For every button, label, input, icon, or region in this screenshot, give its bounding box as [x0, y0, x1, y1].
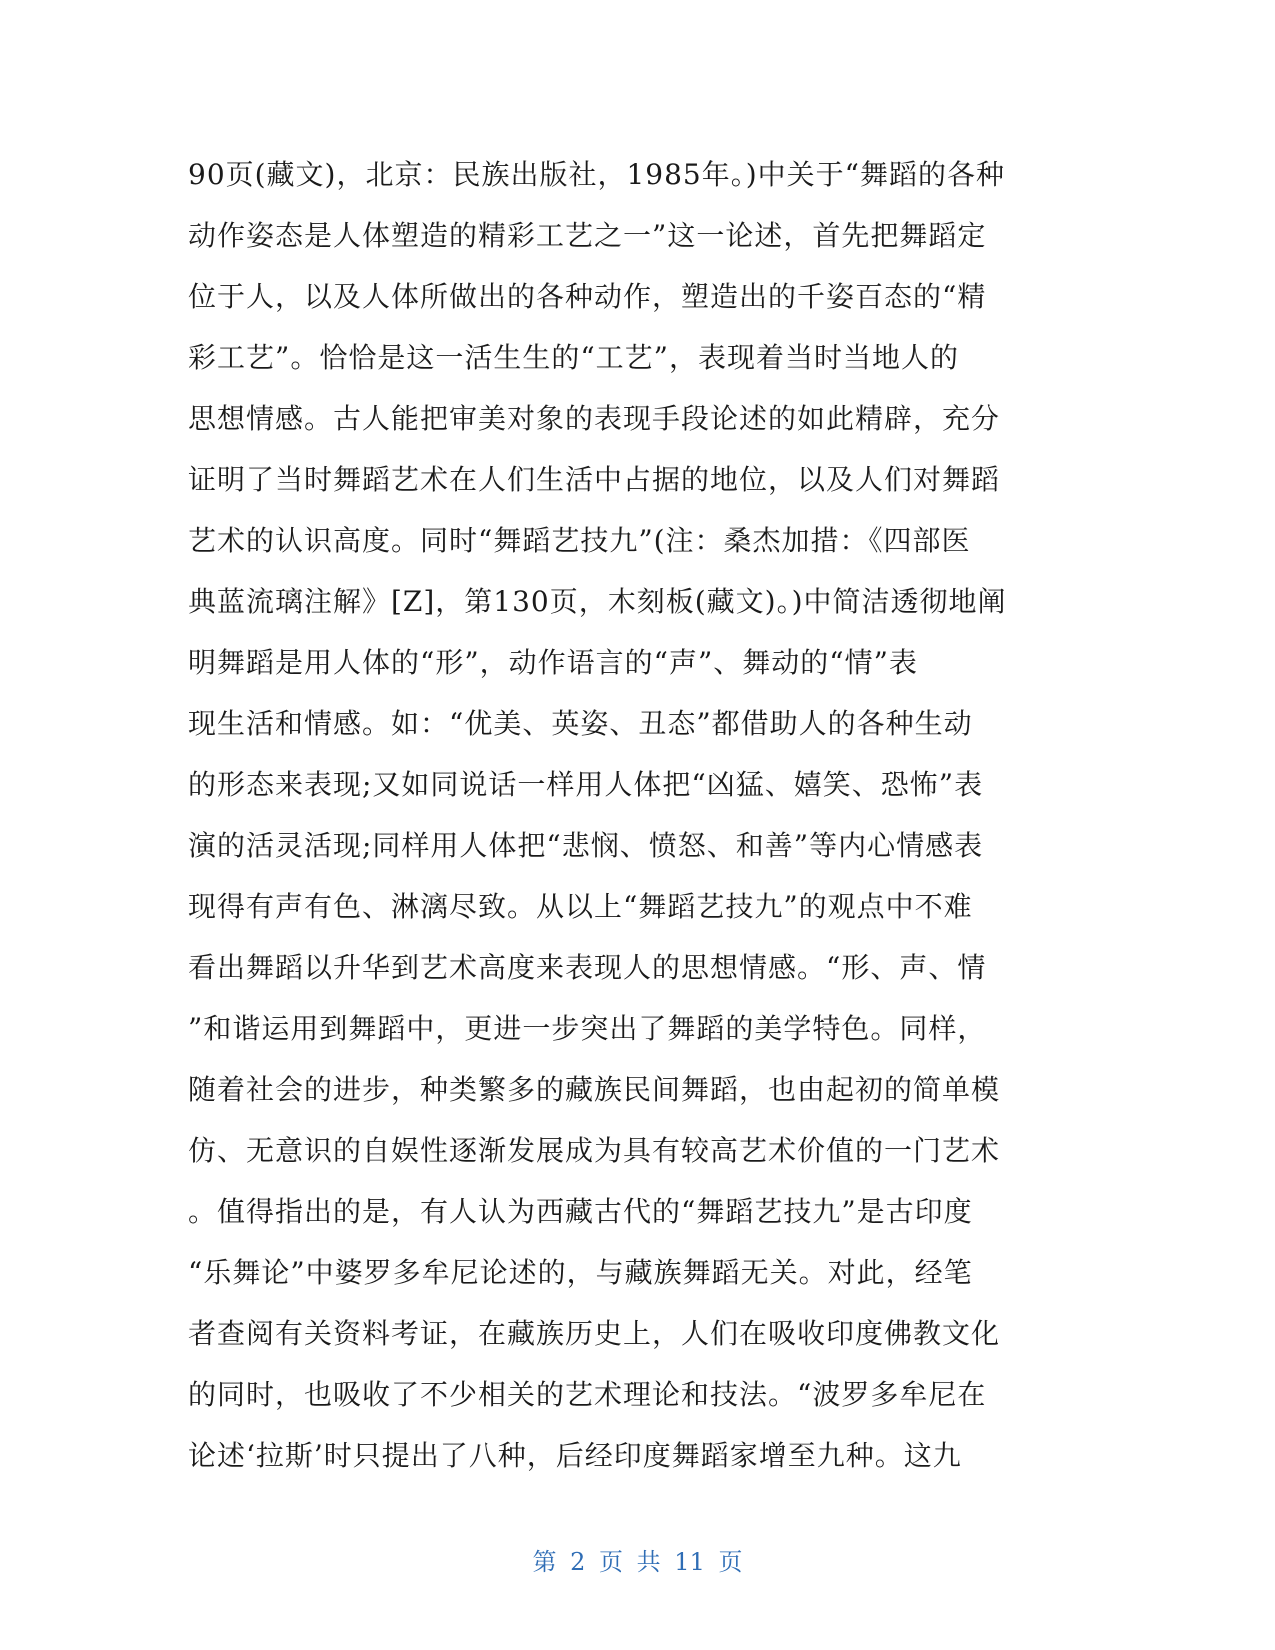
text-line: 论述‘拉斯’时只提出了八种，后经印度舞蹈家增至九种。这九 [188, 1439, 962, 1472]
text-line: 典蓝流璃注解》[Z]，第130页，木刻板(藏文)。)中简洁透彻地阐 [188, 585, 1007, 618]
text-line: 演的活灵活现;同样用人体把“悲悯、愤怒、和善”等内心情感表 [188, 829, 984, 862]
text-line: 证明了当时舞蹈艺术在人们生活中占据的地位，以及人们对舞蹈 [188, 463, 1001, 496]
text-line: 看出舞蹈以升华到艺术高度来表现人的思想情感。“形、声、情 [188, 951, 987, 984]
text-line: 的同时，也吸收了不少相关的艺术理论和技法。“波罗多牟尼在 [188, 1378, 987, 1411]
text-line: ”和谐运用到舞蹈中，更进一步突出了舞蹈的美学特色。同样， [188, 1012, 987, 1045]
text-line: 仿、无意识的自娱性逐渐发展成为具有较高艺术价值的一门艺术 [188, 1134, 1001, 1167]
text-line: 思想情感。古人能把审美对象的表现手段论述的如此精辟，充分 [188, 402, 1001, 435]
text-line: “乐舞论”中婆罗多牟尼论述的，与藏族舞蹈无关。对此，经笔 [188, 1256, 973, 1289]
text-line: 现生活和情感。如：“优美、英姿、丑态”都借助人的各种生动 [188, 707, 973, 740]
body-text [188, 144, 1078, 1486]
text-line: 动作姿态是人体塑造的精彩工艺之一”这一论述，首先把舞蹈定 [188, 219, 987, 252]
text-line: 随着社会的进步，种类繁多的藏族民间舞蹈，也由起初的简单模 [188, 1073, 1001, 1106]
text-line: 现得有声有色、淋漓尽致。从以上“舞蹈艺技九”的观点中不难 [188, 890, 973, 923]
text-line: 90页(藏文)，北京：民族出版社，1985年。)中关于“舞蹈的各种 [188, 158, 1005, 191]
text-line: 艺术的认识高度。同时“舞蹈艺技九”(注：桑杰加措：《四部医 [188, 524, 971, 557]
text-line: 彩工艺”。恰恰是这一活生生的“工艺”，表现着当时当地人的 [188, 341, 959, 374]
text-line: 者查阅有关资料考证，在藏族历史上，人们在吸收印度佛教文化 [188, 1317, 1001, 1350]
text-line: 明舞蹈是用人体的“形”，动作语言的“声”、舞动的“情”表 [188, 646, 918, 679]
text-line: 。值得指出的是，有人认为西藏古代的“舞蹈艺技九”是古印度 [188, 1195, 973, 1228]
text-line: 位于人，以及人体所做出的各种动作，塑造出的千姿百态的“精 [188, 280, 987, 313]
text-line: 的形态来表现;又如同说话一样用人体把“凶猛、嬉笑、恐怖”表 [188, 768, 984, 801]
page-number-footer: 第 2 页 共 11 页 [532, 1548, 743, 1576]
